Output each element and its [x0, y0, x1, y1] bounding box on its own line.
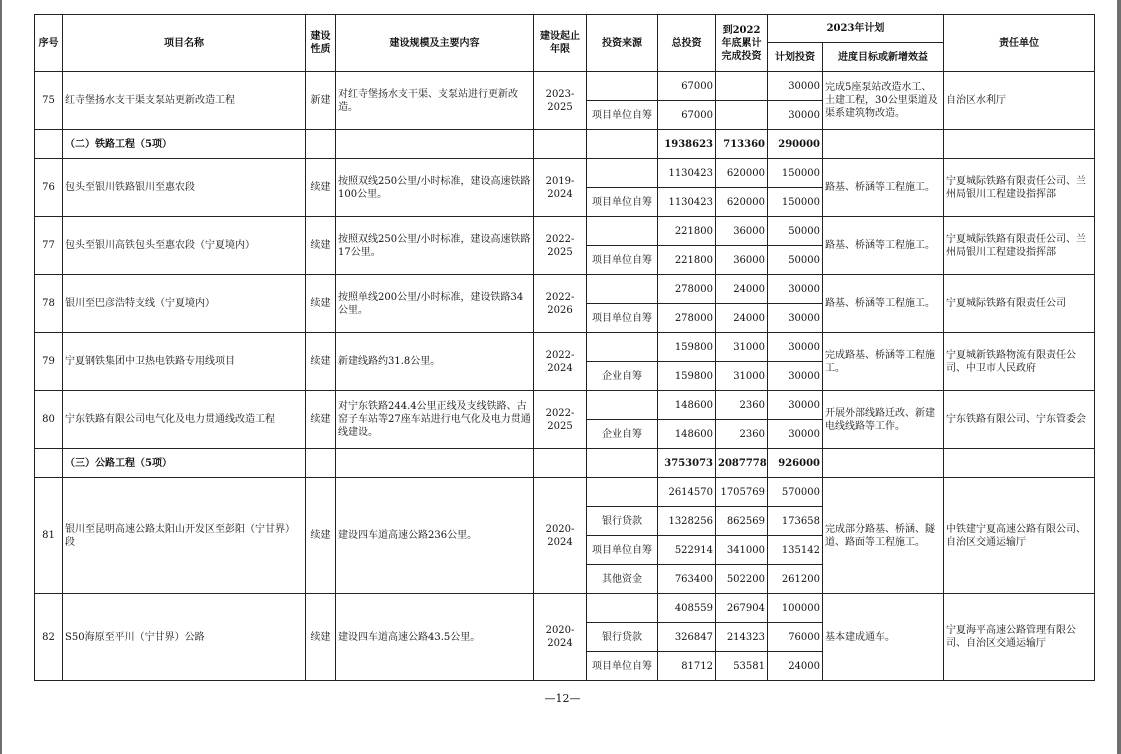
- cell-plan: 50000: [768, 246, 823, 275]
- cell-cum: 53581: [716, 652, 768, 681]
- cell-name: 包头至银川高铁包头至惠农段（宁夏境内）: [63, 217, 306, 275]
- header-nature: 建设性质: [306, 15, 336, 72]
- cell-total: 278000: [658, 275, 716, 304]
- cell-total: 408559: [658, 594, 716, 623]
- cell-period: 2022-2025: [534, 217, 587, 275]
- cell-unit: 中铁建宁夏高速公路有限公司、自治区交通运输厅: [944, 478, 1095, 594]
- cell-source: [587, 478, 658, 507]
- investment-plan-table: [34, 14, 1095, 681]
- cell-period: 2022-2025: [534, 391, 587, 449]
- cell-target: 完成5座泵站改造水工、土建工程，30公里渠道及渠系建筑物改造。: [823, 72, 944, 130]
- cell-plan: 30000: [768, 333, 823, 362]
- cell-source: [587, 391, 658, 420]
- cell-source: 其他资金: [587, 565, 658, 594]
- section-plan: 926000: [768, 449, 823, 478]
- cell-source: 项目单位自筹: [587, 304, 658, 333]
- cell-source: 银行贷款: [587, 623, 658, 652]
- cell-target: 完成路基、桥涵等工程施工。: [823, 333, 944, 391]
- cell-name: 红寺堡扬水支干渠支泵站更新改造工程: [63, 72, 306, 130]
- page-number: —12—: [544, 692, 581, 705]
- cell-cum: 1705769: [716, 478, 768, 507]
- cell-plan: 30000: [768, 101, 823, 130]
- header-planinv: 计划投资: [768, 43, 823, 72]
- cell-plan: 76000: [768, 623, 823, 652]
- cell-plan: 100000: [768, 594, 823, 623]
- cell-total: 326847: [658, 623, 716, 652]
- cell-cum: 267904: [716, 594, 768, 623]
- cell-source: 企业自筹: [587, 420, 658, 449]
- cell-cum: 341000: [716, 536, 768, 565]
- cell-name: S50海原至平川（宁甘界）公路: [63, 594, 306, 681]
- cell-cum: [716, 101, 768, 130]
- cell-nature: 续建: [306, 478, 336, 594]
- section-total: 1938623: [658, 130, 716, 159]
- cell-plan: 261200: [768, 565, 823, 594]
- section-row-rail: [35, 130, 1095, 159]
- cell-seq: 79: [35, 333, 63, 391]
- header-seq: 序号: [35, 15, 63, 72]
- cell-nature: 续建: [306, 217, 336, 275]
- cell-unit: 宁夏城际铁路有限责任公司、兰州局银川工程建设指挥部: [944, 159, 1095, 217]
- cell-cum: 620000: [716, 188, 768, 217]
- cell-seq: 76: [35, 159, 63, 217]
- cell-period: 2019-2024: [534, 159, 587, 217]
- cell-total: 221800: [658, 246, 716, 275]
- section-total: 3753073: [658, 449, 716, 478]
- table-row: [35, 478, 1095, 507]
- cell-unit: 宁夏城际铁路有限责任公司: [944, 275, 1095, 333]
- cell-seq: 77: [35, 217, 63, 275]
- cell-scale: 建设四车道高速公路236公里。: [336, 478, 534, 594]
- section-cum: 2087778: [716, 449, 768, 478]
- header-total: 总投资: [658, 15, 716, 72]
- cell-total: 148600: [658, 420, 716, 449]
- header-plan2023: 2023年计划: [768, 15, 944, 43]
- cell-target: 路基、桥涵等工程施工。: [823, 275, 944, 333]
- cell-plan: 30000: [768, 420, 823, 449]
- cell-plan: 150000: [768, 159, 823, 188]
- table-row: [35, 275, 1095, 304]
- cell-seq: 82: [35, 594, 63, 681]
- cell-unit: 宁夏海平高速公路管理有限公司、自治区交通运输厅: [944, 594, 1095, 681]
- cell-cum: 36000: [716, 246, 768, 275]
- table-row: [35, 159, 1095, 188]
- table-row: [35, 594, 1095, 623]
- cell-total: 159800: [658, 362, 716, 391]
- cell-unit: 宁夏城际铁路有限责任公司、兰州局银川工程建设指挥部: [944, 217, 1095, 275]
- cell-plan: 30000: [768, 362, 823, 391]
- cell-nature: 续建: [306, 333, 336, 391]
- cell-total: 81712: [658, 652, 716, 681]
- cell-source: [587, 217, 658, 246]
- cell-target: 路基、桥涵等工程施工。: [823, 159, 944, 217]
- cell-plan: 570000: [768, 478, 823, 507]
- cell-cum: 2360: [716, 391, 768, 420]
- cell-source: [587, 275, 658, 304]
- cell-cum: 24000: [716, 275, 768, 304]
- cell-plan: 30000: [768, 72, 823, 101]
- cell-source: 银行贷款: [587, 507, 658, 536]
- cell-plan: 24000: [768, 652, 823, 681]
- cell-scale: 新建线路约31.8公里。: [336, 333, 534, 391]
- cell-cum: [716, 72, 768, 101]
- table-row: [35, 72, 1095, 101]
- cell-source: 企业自筹: [587, 362, 658, 391]
- cell-plan: 30000: [768, 391, 823, 420]
- cell-cum: 2360: [716, 420, 768, 449]
- cell-unit: 宁夏城新铁路物流有限责任公司、中卫市人民政府: [944, 333, 1095, 391]
- cell-cum: 31000: [716, 362, 768, 391]
- cell-period: 2023-2025: [534, 72, 587, 130]
- cell-cum: 36000: [716, 217, 768, 246]
- cell-plan: 173658: [768, 507, 823, 536]
- cell-source: [587, 333, 658, 362]
- section-cum: 713360: [716, 130, 768, 159]
- cell-plan: 30000: [768, 275, 823, 304]
- cell-scale: 按照单线200公里/小时标准，建设铁路34公里。: [336, 275, 534, 333]
- cell-source: [587, 159, 658, 188]
- cell-cum: 214323: [716, 623, 768, 652]
- cell-total: 159800: [658, 333, 716, 362]
- section-plan: 290000: [768, 130, 823, 159]
- table-row: [35, 217, 1095, 246]
- cell-source: [587, 72, 658, 101]
- cell-total: 2614570: [658, 478, 716, 507]
- cell-seq: 81: [35, 478, 63, 594]
- cell-total: 763400: [658, 565, 716, 594]
- header-period: 建设起止年限: [534, 15, 587, 72]
- document-page: [2, 0, 1117, 754]
- cell-scale: 建设四车道高速公路43.5公里。: [336, 594, 534, 681]
- header-target: 进度目标或新增效益: [823, 43, 944, 72]
- section-row-road: [35, 449, 1095, 478]
- cell-nature: 续建: [306, 159, 336, 217]
- cell-target: 路基、桥涵等工程施工。: [823, 217, 944, 275]
- cell-source: [587, 594, 658, 623]
- cell-scale: 对宁东铁路244.4公里正线及支线铁路、古窑子车站等27座车站进行电气化及电力贯通线建设。: [336, 391, 534, 449]
- cell-name: 银川至昆明高速公路太阳山开发区至彭阳（宁甘界）段: [63, 478, 306, 594]
- cell-total: 221800: [658, 217, 716, 246]
- cell-period: 2020-2024: [534, 594, 587, 681]
- cell-plan: 135142: [768, 536, 823, 565]
- cell-source: 项目单位自筹: [587, 652, 658, 681]
- cell-total: 148600: [658, 391, 716, 420]
- header-source: 投资来源: [587, 15, 658, 72]
- cell-cum: 620000: [716, 159, 768, 188]
- cell-name: 宁夏钢铁集团中卫热电铁路专用线项目: [63, 333, 306, 391]
- cell-period: 2020-2024: [534, 478, 587, 594]
- table-row: [35, 391, 1095, 420]
- cell-total: 1130423: [658, 188, 716, 217]
- cell-source: 项目单位自筹: [587, 536, 658, 565]
- cell-total: 278000: [658, 304, 716, 333]
- cell-nature: 续建: [306, 275, 336, 333]
- cell-cum: 502200: [716, 565, 768, 594]
- cell-plan: 50000: [768, 217, 823, 246]
- section-title: （三）公路工程（5项）: [63, 449, 306, 478]
- cell-period: 2022-2024: [534, 333, 587, 391]
- cell-seq: 78: [35, 275, 63, 333]
- cell-unit: 自治区水利厅: [944, 72, 1095, 130]
- header-name: 项目名称: [63, 15, 306, 72]
- cell-seq: 80: [35, 391, 63, 449]
- cell-source: 项目单位自筹: [587, 246, 658, 275]
- cell-source: 项目单位自筹: [587, 101, 658, 130]
- table-row: [35, 333, 1095, 362]
- cell-name: 银川至巴彦浩特支线（宁夏境内）: [63, 275, 306, 333]
- header-cum2022: 到2022年底累计完成投资: [716, 15, 768, 72]
- cell-target: 开展外部线路迁改、新建电线线路等工作。: [823, 391, 944, 449]
- cell-source: 项目单位自筹: [587, 188, 658, 217]
- header-scale: 建设规模及主要内容: [336, 15, 534, 72]
- cell-seq: 75: [35, 72, 63, 130]
- cell-total: 522914: [658, 536, 716, 565]
- section-title: （二）铁路工程（5项）: [63, 130, 306, 159]
- cell-cum: 31000: [716, 333, 768, 362]
- cell-cum: 24000: [716, 304, 768, 333]
- cell-unit: 宁东铁路有限公司、宁东管委会: [944, 391, 1095, 449]
- cell-nature: 新建: [306, 72, 336, 130]
- cell-target: 完成部分路基、桥涵、隧道、路面等工程施工。: [823, 478, 944, 594]
- cell-period: 2022-2026: [534, 275, 587, 333]
- cell-cum: 862569: [716, 507, 768, 536]
- header-unit: 责任单位: [944, 15, 1095, 72]
- cell-target: 基本建成通车。: [823, 594, 944, 681]
- cell-total: 1328256: [658, 507, 716, 536]
- table-header-row: [35, 15, 1095, 43]
- cell-scale: 对红寺堡扬水支干渠、支泵站进行更新改造。: [336, 72, 534, 130]
- cell-nature: 续建: [306, 594, 336, 681]
- cell-scale: 按照双线250公里/小时标准，建设高速铁路17公里。: [336, 217, 534, 275]
- cell-total: 67000: [658, 101, 716, 130]
- cell-name: 宁东铁路有限公司电气化及电力贯通线改造工程: [63, 391, 306, 449]
- cell-nature: 续建: [306, 391, 336, 449]
- cell-name: 包头至银川铁路银川至惠农段: [63, 159, 306, 217]
- cell-scale: 按照双线250公里/小时标准，建设高速铁路100公里。: [336, 159, 534, 217]
- cell-plan: 30000: [768, 304, 823, 333]
- cell-total: 67000: [658, 72, 716, 101]
- cell-plan: 150000: [768, 188, 823, 217]
- cell-total: 1130423: [658, 159, 716, 188]
